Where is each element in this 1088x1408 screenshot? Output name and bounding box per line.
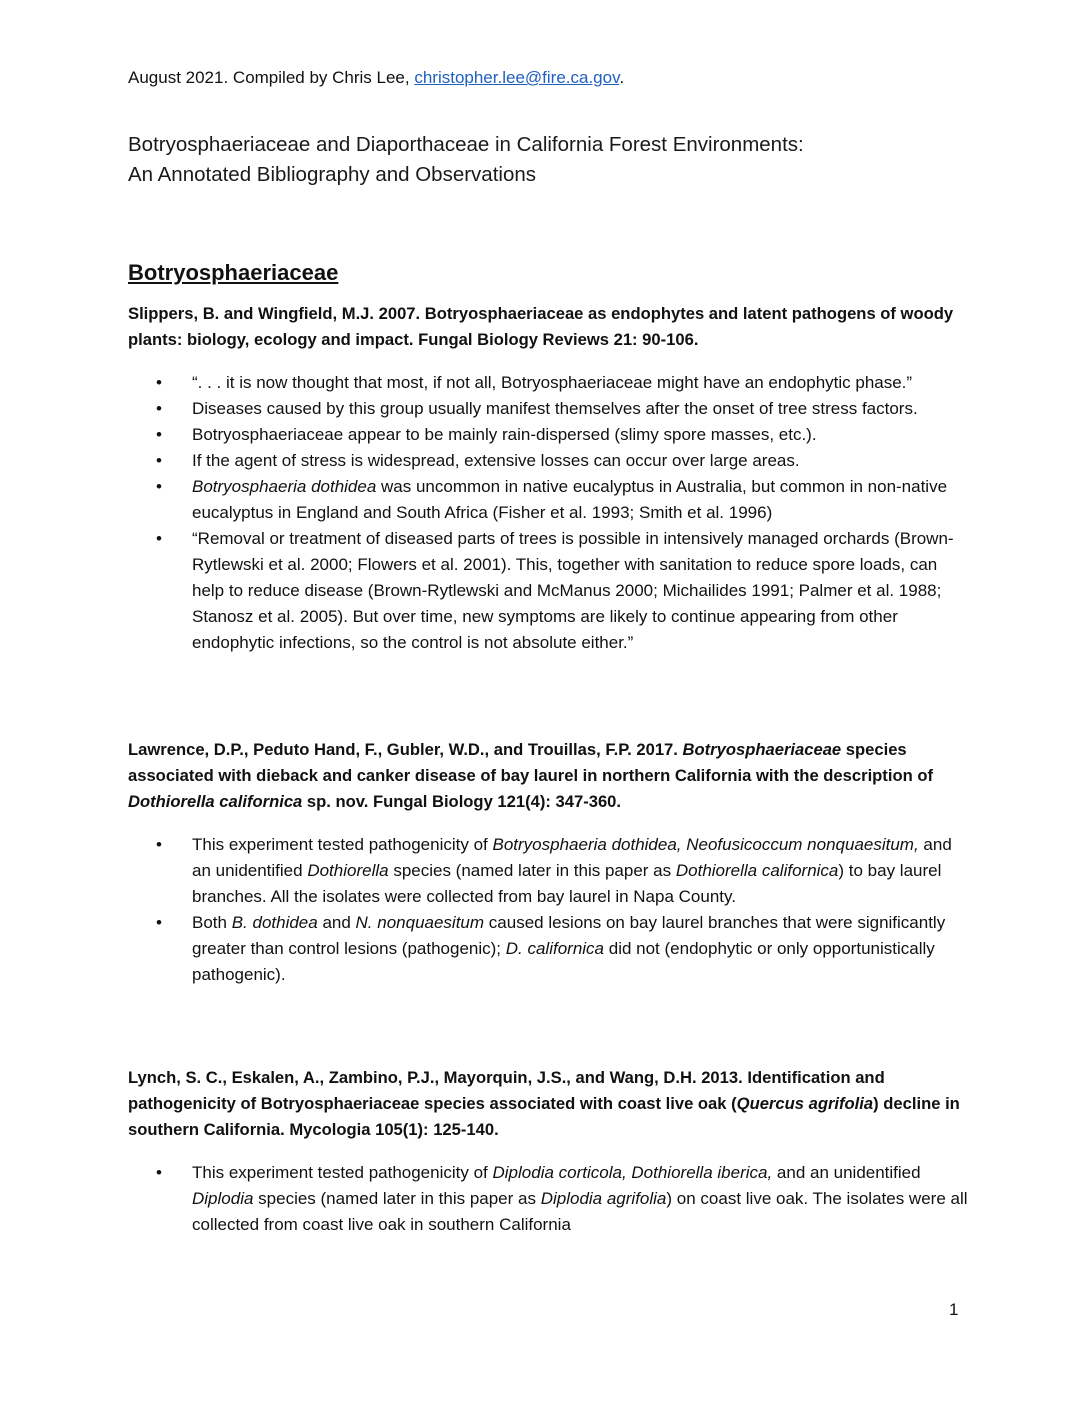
list-item <box>128 396 968 422</box>
header-period: . <box>619 68 625 87</box>
annotation-list <box>128 1160 968 1238</box>
note-text: and <box>317 913 356 932</box>
bullet-icon: • <box>156 399 162 418</box>
note-text: Both <box>192 913 232 932</box>
list-item <box>128 526 968 656</box>
note-text: caused lesions on bay laurel branches that were significantly greater than control lesions (pathogenic); <box>192 913 946 958</box>
note-text: and an unidentified <box>192 835 952 880</box>
citation-italic: Dothiorella californica <box>128 792 303 811</box>
list-item <box>128 832 968 910</box>
bullet-icon: • <box>156 835 162 854</box>
note-text: “Removal or treatment of diseased parts of trees is possible in intensively managed orchards (Brown-Rytlewski et al. 2000; Flowers et al. 2001). This, together with sanitation to reduce spore loads, can help to reduce disease (Brown-Rytlewski and McManus 2000; Michailides 1991; Palmer et al. 1988; Stanosz et al. 2005). But over time, new symptoms are likely to continue appearing from other endophytic infections, so the control is not absolute either.” <box>192 529 954 652</box>
species-name: Diplodia corticola, Dothiorella iberica, <box>492 1163 773 1182</box>
citation-text: sp. nov. Fungal Biology 121(4): 347-360. <box>302 792 622 811</box>
species-name: Botryosphaeria dothidea, Neofusicoccum nonquaesitum, <box>492 835 919 854</box>
citation-text: Lynch, S. C., Eskalen, A., Zambino, P.J., Mayorquin, J.S., and Wang, D.H. 2013. Identification and pathogenicity of Botryosphaeriaceae species associated with coast live oak ( <box>128 1068 885 1113</box>
note-text: This experiment tested pathogenicity of <box>192 835 493 854</box>
list-item <box>128 910 968 988</box>
page-number: 1 <box>949 1300 959 1319</box>
bibliography-entry <box>128 1065 968 1238</box>
note-text: ) on coast live oak. The isolates were all collected from coast live oak in southern California <box>192 1189 968 1234</box>
note-text: If the agent of stress is widespread, extensive losses can occur over large areas. <box>192 451 800 470</box>
bullet-icon: • <box>156 425 162 444</box>
species-name: N. nonquaesitum <box>355 913 485 932</box>
bibliography-entry <box>128 301 968 656</box>
list-item <box>128 370 968 396</box>
citation-italic: Botryosphaeriaceae <box>682 740 842 759</box>
title-line-2: An Annotated Bibliography and Observations <box>128 163 536 186</box>
citation-text: species associated with dieback and canker disease of bay laurel in northern California with the description of <box>128 740 933 785</box>
species-name: Diplodia <box>192 1189 254 1208</box>
citation-text: Slippers, B. and Wingfield, M.J. 2007. Botryosphaeriaceae as endophytes and latent pathogens of woody plants: biology, ecology and impact. Fungal Biology Reviews 21: 90-106. <box>128 304 954 349</box>
note-text: This experiment tested pathogenicity of <box>192 1163 493 1182</box>
bibliography-entry <box>128 737 968 988</box>
citation-text: Lawrence, D.P., Peduto Hand, F., Gubler, W.D., and Trouillas, F.P. 2017. <box>128 740 683 759</box>
annotation-list <box>128 832 968 988</box>
citation <box>128 301 968 353</box>
bullet-icon: • <box>156 913 162 932</box>
compiled-by-text: August 2021. Compiled by Chris Lee, <box>128 68 415 87</box>
species-name: Dothiorella californica <box>675 861 839 880</box>
note-text: was uncommon in native eucalyptus in Australia, but common in non-native eucalyptus in England and South Africa (Fisher et al. 1993; Smith et al. 1996) <box>192 477 948 522</box>
citation <box>128 737 968 815</box>
bullet-icon: • <box>156 477 162 496</box>
note-text: “. . . it is now thought that most, if not all, Botryosphaeriaceae might have an endophytic phase.” <box>192 373 913 392</box>
bullet-icon: • <box>156 1163 162 1182</box>
note-text: species (named later in this paper as <box>253 1189 541 1208</box>
list-item <box>128 448 968 474</box>
bullet-icon: • <box>156 451 162 470</box>
species-name: Botryosphaeria dothidea <box>192 477 377 496</box>
document-title <box>128 130 804 190</box>
citation-text: ) decline in southern California. Mycologia 105(1): 125-140. <box>128 1094 960 1139</box>
citation <box>128 1065 968 1143</box>
title-line-1: Botryosphaeriaceae and Diaporthaceae in California Forest Environments: <box>128 133 804 156</box>
list-item <box>128 1160 968 1238</box>
bullet-icon: • <box>156 529 162 548</box>
species-name: D. californica <box>505 939 605 958</box>
list-item <box>128 474 968 526</box>
email-link[interactable]: christopher.lee@fire.ca.gov <box>414 68 620 87</box>
species-name: Dothiorella <box>307 861 389 880</box>
compiled-by-line <box>128 66 624 90</box>
note-text: did not (endophytic or only opportunistically pathogenic). <box>192 939 935 984</box>
list-item <box>128 422 968 448</box>
bullet-icon: • <box>156 373 162 392</box>
note-text: ) to bay laurel branches. All the isolates were collected from bay laurel in Napa County. <box>192 861 942 906</box>
note-text: Botryosphaeriaceae appear to be mainly rain-dispersed (slimy spore masses, etc.). <box>192 425 817 444</box>
note-text: and an unidentified <box>772 1163 921 1182</box>
section-heading: Botryosphaeriaceae <box>128 260 339 285</box>
species-name: B. dothidea <box>231 913 318 932</box>
annotation-list <box>128 370 968 656</box>
species-name: Diplodia agrifolia <box>540 1189 667 1208</box>
note-text: species (named later in this paper as <box>388 861 676 880</box>
citation-italic: Quercus agrifolia <box>736 1094 874 1113</box>
note-text: Diseases caused by this group usually manifest themselves after the onset of tree stress factors. <box>192 399 918 418</box>
